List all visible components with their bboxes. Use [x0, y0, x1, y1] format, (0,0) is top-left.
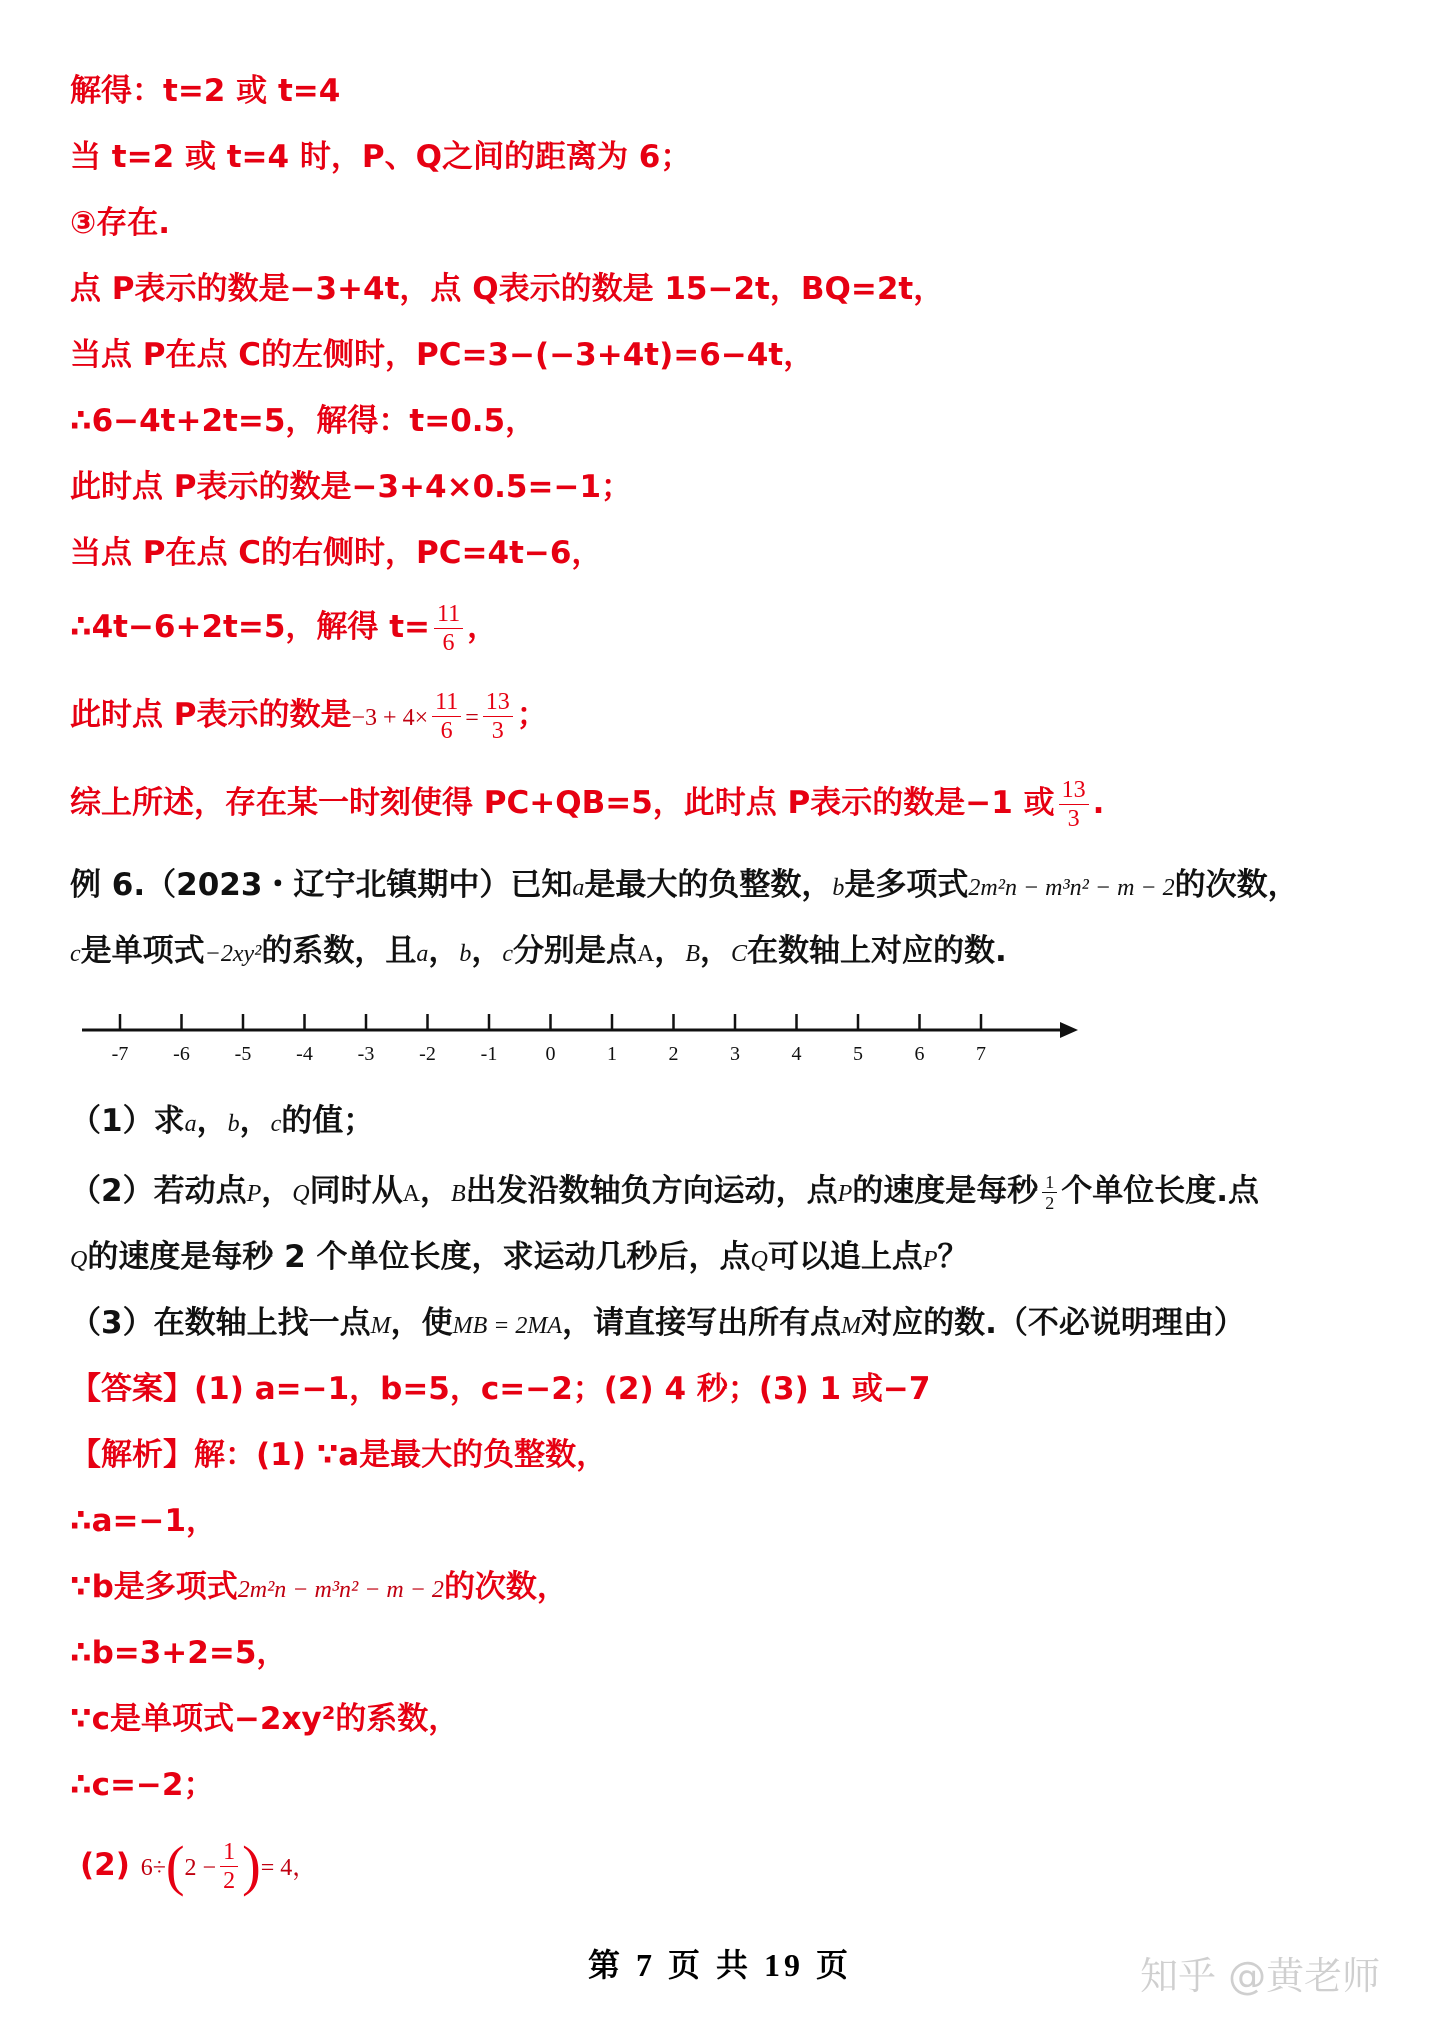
analysis-text: 的次数，: [443, 1569, 568, 1605]
separator: ，: [261, 1173, 293, 1209]
analysis-line-1: 【解析】解：(1) ∵a是最大的负整数，: [70, 1437, 608, 1473]
question-text: 个单位长度.点: [1061, 1173, 1260, 1209]
summary-post: .: [1092, 785, 1105, 821]
fraction-13-3: [483, 688, 513, 745]
var-b: b: [227, 1111, 240, 1137]
answer-line: 【答案】(1) a=−1，b=5，c=−2；(2) 4 秒；(3) 1 或−7: [70, 1371, 931, 1407]
solution-summary-line: [70, 776, 1410, 833]
solution-line-6: ∴6−4t+2t=5，解得：t=0.5，: [70, 403, 537, 439]
example-text: 在数轴上对应的数.: [747, 933, 1007, 969]
point-B: B: [685, 941, 701, 967]
separator: ，: [419, 1173, 451, 1209]
fraction-denominator: 3: [1067, 806, 1080, 832]
solution-line-1: 解得：t=2 或 t=4: [70, 73, 341, 109]
example-text: 是单项式: [80, 933, 205, 969]
number-line-label: -5: [234, 1043, 252, 1065]
line10-text: 此时点 P表示的数是: [70, 697, 352, 733]
question-2-line-1: [70, 1170, 1410, 1215]
fraction-denominator: 3: [491, 718, 504, 744]
solution-line-10: [70, 688, 1410, 745]
number-line-label: 7: [976, 1043, 986, 1065]
fraction-denominator: 2: [1045, 1193, 1055, 1213]
fraction-11-6: [434, 600, 463, 657]
point-A: A: [402, 1181, 420, 1207]
question-text: 的值；: [281, 1103, 375, 1139]
question-text: 同时从: [309, 1173, 403, 1209]
separator: ，: [654, 933, 686, 969]
example-text: 的系数，且: [261, 933, 417, 969]
example-text: 是最大的负整数，: [584, 867, 833, 903]
example-text: 分别是点: [513, 933, 638, 969]
question-text: （3）在数轴上找一点: [70, 1305, 371, 1341]
solution-line-3: ③存在.: [70, 205, 171, 241]
point-P: P: [246, 1181, 262, 1207]
example-6-line-1: [70, 864, 1410, 909]
number-line-label: -7: [111, 1043, 129, 1065]
fraction-numerator: 1: [1042, 1172, 1057, 1193]
point-C: C: [731, 941, 748, 967]
var-b: b: [832, 875, 845, 901]
question-text: 对应的数.（不必说明理由）: [861, 1305, 1245, 1341]
separator: ，: [428, 933, 460, 969]
question-text: ？: [937, 1239, 969, 1275]
question-1: [70, 1100, 1410, 1145]
analysis-text: (2): [80, 1847, 130, 1883]
fraction-numerator: 13: [1059, 776, 1089, 805]
analysis-text: ∵b是多项式: [70, 1569, 238, 1605]
equals-sign: =: [465, 705, 479, 731]
fraction-13-3-b: [1059, 776, 1089, 833]
line10-expression: −3 + 4×: [351, 705, 429, 731]
solution-line-7: 此时点 P表示的数是−3+4×0.5=−1；: [70, 469, 633, 505]
right-paren-icon: ): [242, 1835, 261, 1898]
example-6-line-2: [70, 930, 1410, 975]
fraction-numerator: 13: [483, 688, 513, 717]
question-text: ，请直接写出所有点: [562, 1305, 842, 1341]
question-text: 可以追上点: [767, 1239, 923, 1275]
separator: ，: [700, 933, 732, 969]
polynomial: 2m²n − m³n² − m − 2: [968, 875, 1175, 901]
var-a: a: [416, 941, 429, 967]
fraction-denominator: 6: [440, 718, 453, 744]
var-b: b: [459, 941, 472, 967]
summary-text: 综上所述，存在某一时刻使得 PC+QB=5，此时点 P表示的数是−1 或: [70, 785, 1055, 821]
fraction-11-6-b: [432, 688, 461, 745]
expression-part: 2 −: [184, 1855, 217, 1881]
monomial: −2xy²: [204, 941, 262, 967]
fraction-1-2-b: [220, 1838, 238, 1895]
question-2-line-2: [70, 1236, 1410, 1281]
number-line: [70, 1000, 1080, 1070]
question-text: （1）求: [70, 1103, 185, 1139]
number-line-label: 3: [730, 1043, 740, 1065]
analysis-line-7: [80, 1835, 1410, 1898]
expression-part: = 4，: [260, 1855, 317, 1881]
fraction-numerator: 11: [434, 600, 463, 629]
separator: ，: [239, 1103, 271, 1139]
question-3: [70, 1302, 1410, 1347]
line9-post: ，: [467, 609, 499, 645]
example-text: 的次数，: [1174, 867, 1299, 903]
point-Q: Q: [750, 1247, 768, 1273]
example-text: 是多项式: [844, 867, 969, 903]
expression-part: 6÷: [140, 1855, 166, 1881]
question-text: （2）若动点: [70, 1173, 247, 1209]
line9-text: ∴4t−6+2t=5，解得 t=: [70, 609, 430, 645]
number-line-label: -3: [357, 1043, 375, 1065]
number-line-label: -6: [173, 1043, 190, 1065]
solution-line-2: 当 t=2 或 t=4 时，P、Q之间的距离为 6；: [70, 139, 692, 175]
equation-MB-2MA: MB = 2MA: [452, 1313, 563, 1339]
question-text: 的速度是每秒 2 个单位长度，求运动几秒后，点: [87, 1239, 751, 1275]
solution-line-8: 当点 P在点 C的右侧时，PC=4t−6，: [70, 535, 603, 571]
point-A: A: [637, 941, 655, 967]
solution-line-4: 点 P表示的数是−3+4t，点 Q表示的数是 15−2t，BQ=2t，: [70, 271, 945, 307]
number-line-label: -2: [419, 1043, 436, 1065]
fraction-1-2: [1042, 1172, 1057, 1213]
point-Q: Q: [292, 1181, 310, 1207]
left-paren-icon: (: [165, 1835, 185, 1898]
number-line-label: -4: [296, 1043, 313, 1065]
fraction-denominator: 2: [223, 1868, 236, 1894]
point-M: M: [370, 1313, 391, 1339]
separator: ，: [471, 933, 503, 969]
number-line-label: -1: [480, 1043, 498, 1065]
number-line-label: 0: [545, 1043, 556, 1065]
analysis-line-6: ∴c=−2；: [70, 1767, 215, 1803]
question-text: ，使: [390, 1305, 453, 1341]
separator: ，: [196, 1103, 228, 1139]
point-M: M: [841, 1313, 862, 1339]
example-title: 例 6.（2023・辽宁北镇期中）已知: [70, 867, 573, 903]
question-text: 出发沿数轴负方向运动，点: [465, 1173, 838, 1209]
page-footer: 第 7 页 共 19 页: [587, 1947, 852, 1983]
var-a: a: [572, 875, 585, 901]
polynomial: 2m²n − m³n² − m − 2: [237, 1577, 444, 1603]
solution-line-9: [70, 600, 1410, 657]
point-P: P: [922, 1247, 938, 1273]
number-line-label: 6: [914, 1043, 925, 1065]
fraction-numerator: 1: [220, 1838, 238, 1867]
point-Q: Q: [70, 1247, 88, 1273]
number-line-label: 2: [668, 1043, 679, 1065]
number-line-label: 5: [853, 1043, 863, 1065]
fraction-numerator: 11: [432, 688, 461, 717]
point-B: B: [450, 1181, 466, 1207]
analysis-line-2: ∴a=−1，: [70, 1503, 218, 1539]
var-c: c: [502, 941, 514, 967]
var-c: c: [70, 941, 81, 967]
fraction-denominator: 6: [442, 630, 455, 656]
analysis-line-5: ∵c是单项式−2xy²的系数，: [70, 1701, 460, 1737]
analysis-line-4: ∴b=3+2=5，: [70, 1635, 288, 1671]
number-line-label: 1: [607, 1043, 617, 1065]
point-P: P: [837, 1181, 853, 1207]
var-a: a: [184, 1111, 197, 1137]
question-text: 的速度是每秒: [852, 1173, 1039, 1209]
solution-line-5: 当点 P在点 C的左侧时，PC=3−(−3+4t)=6−4t，: [70, 337, 815, 373]
number-line-label: 4: [791, 1043, 802, 1065]
line10-post: ；: [516, 697, 548, 733]
analysis-line-3: [70, 1566, 1410, 1611]
number-line-arrow: [1060, 1022, 1078, 1038]
var-c: c: [270, 1111, 282, 1137]
watermark: 知乎 @黄老师: [1140, 1954, 1381, 1998]
